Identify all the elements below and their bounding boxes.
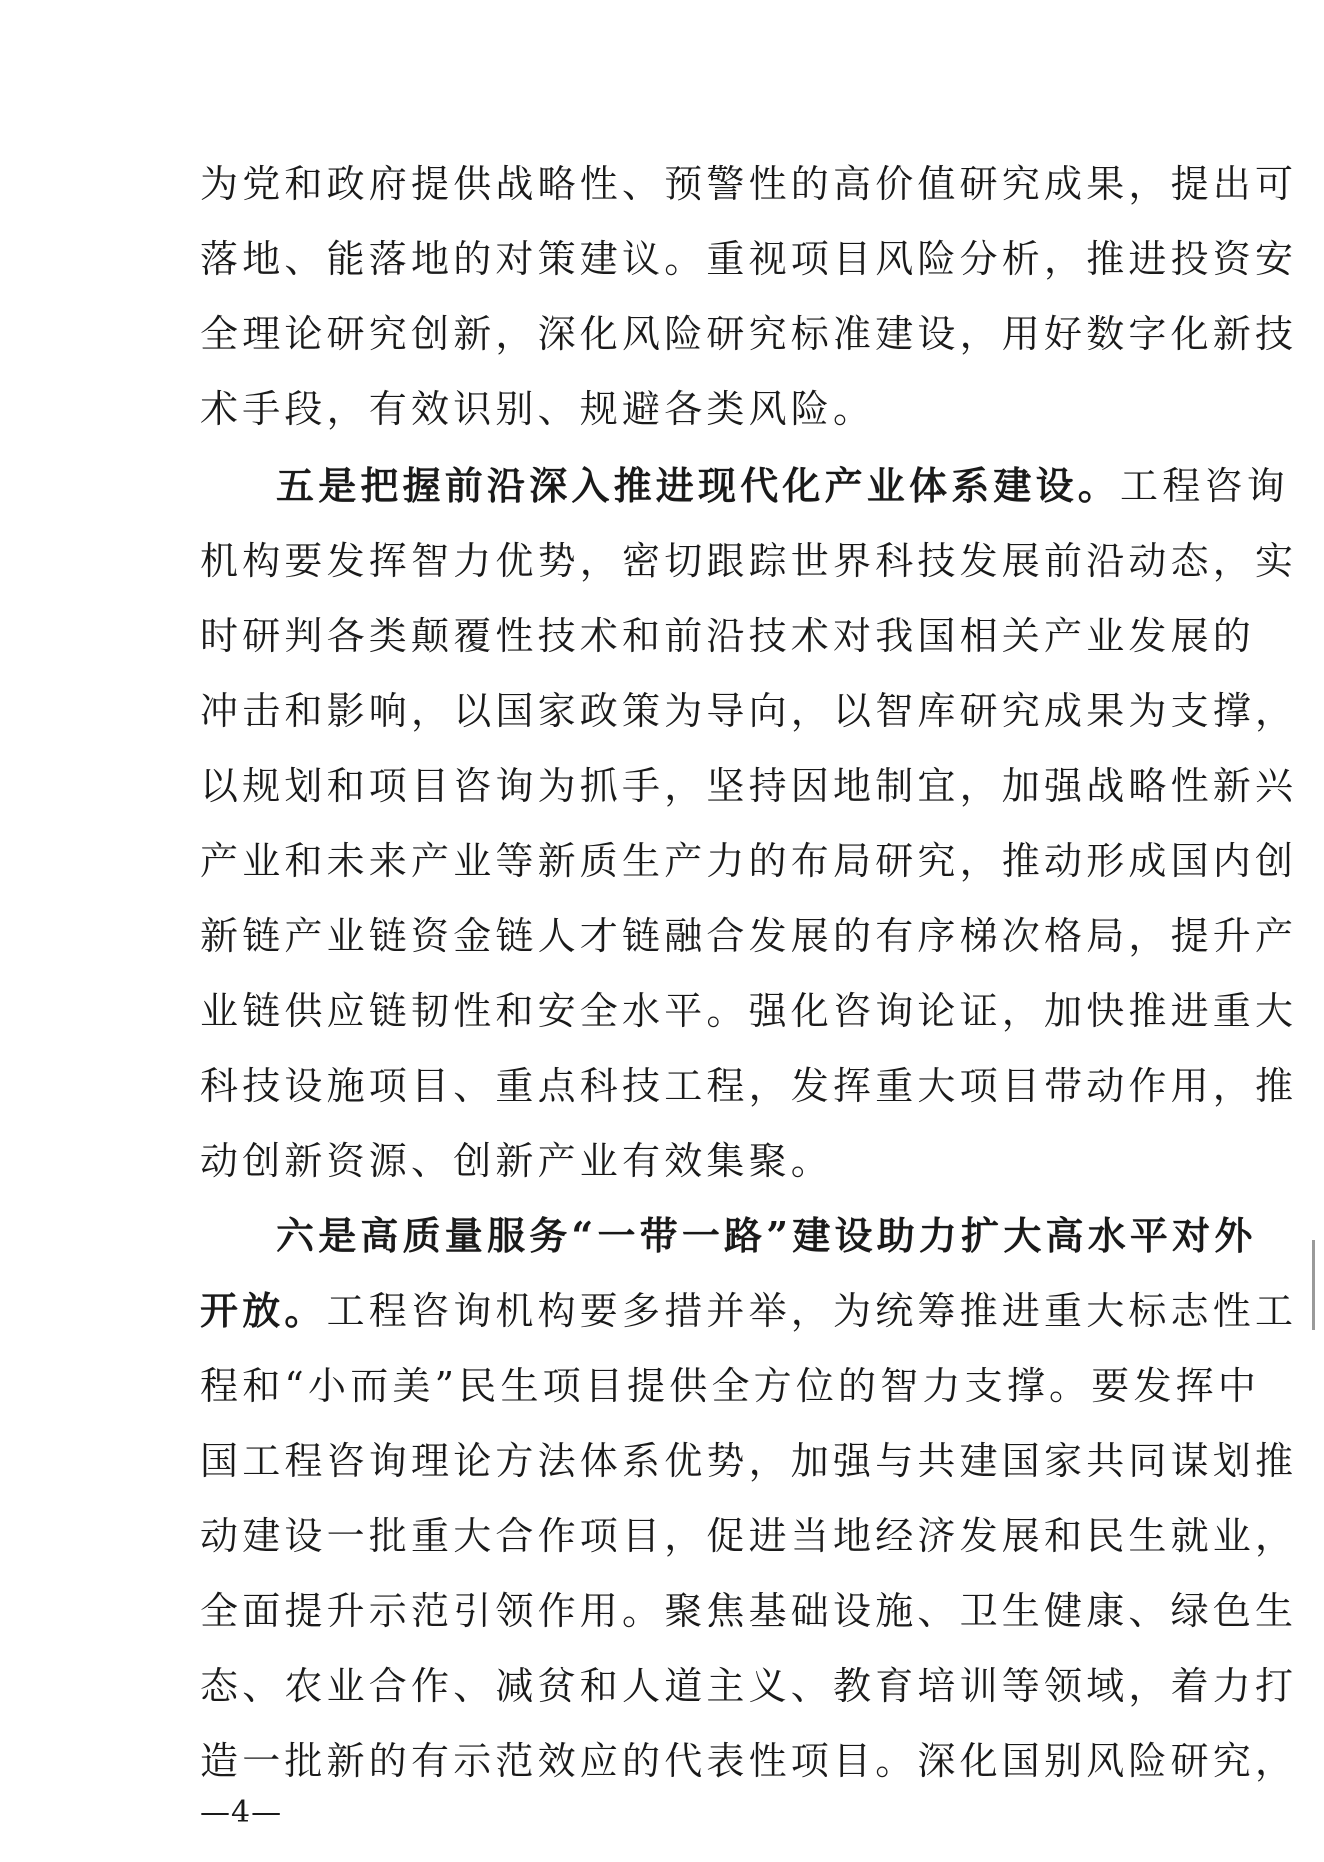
line-text: 全理论研究创新，深化风险研究标准建设，用好数字化新技 xyxy=(200,312,1298,356)
text-line xyxy=(200,1587,1298,1635)
line-text: 科技设施项目、重点科技工程，发挥重大项目带动作用，推 xyxy=(200,1064,1298,1108)
text-line xyxy=(200,987,1298,1035)
line-text: 冲击和影响，以国家政策为导向，以智库研究成果为支撑， xyxy=(200,689,1298,733)
line-text: 为党和政府提供战略性、预警性的高价值研究成果，提出可 xyxy=(200,162,1298,206)
line-text: 落地、能落地的对策建议。重视项目风险分析，推进投资安 xyxy=(200,237,1298,281)
line-text: 机构要发挥智力优势，密切跟踪世界科技发展前沿动态，实 xyxy=(200,539,1298,583)
text-line xyxy=(200,1062,1298,1110)
text-line xyxy=(200,612,1256,660)
line-text: 动建设一批重大合作项目，促进当地经济发展和民生就业， xyxy=(200,1514,1298,1558)
text-line xyxy=(200,912,1298,960)
line-text: 时研判各类颠覆性技术和前沿技术对我国相关产业发展的 xyxy=(200,614,1256,658)
text-line xyxy=(200,837,1298,885)
text-line xyxy=(200,160,1298,208)
text-line xyxy=(200,687,1298,735)
line-text: 程和“小而美”民生项目提供全方位的智力支撑。要发挥中 xyxy=(200,1364,1261,1408)
line-text: 术手段，有效识别、规避各类风险。 xyxy=(200,387,876,431)
bold-heading: 六是高质量服务“一带一路”建设助力扩大高水平对外 xyxy=(276,1213,1257,1258)
text-line xyxy=(200,1287,1298,1335)
text-line xyxy=(200,537,1298,585)
text-line xyxy=(200,385,1120,433)
text-line xyxy=(200,1137,1120,1185)
line-text: 业链供应链韧性和安全水平。强化咨询论证，加快推进重大 xyxy=(200,989,1298,1033)
line-text: 以规划和项目咨询为抓手，坚持因地制宜，加强战略性新兴 xyxy=(200,764,1298,808)
text-line xyxy=(200,762,1298,810)
text-line xyxy=(276,462,1289,510)
text-line xyxy=(200,310,1298,358)
line-text: 产业和未来产业等新质生产力的布局研究，推动形成国内创 xyxy=(200,839,1298,883)
text-line xyxy=(200,235,1298,283)
text-line xyxy=(276,1212,1257,1260)
text-line xyxy=(200,1437,1298,1485)
line-text: 工程咨询 xyxy=(1120,464,1289,508)
line-text: 新链产业链资金链人才链融合发展的有序梯次格局，提升产 xyxy=(200,914,1298,958)
line-text: 全面提升示范引领作用。聚焦基础设施、卫生健康、绿色生 xyxy=(200,1589,1298,1633)
line-text: 造一批新的有示范效应的代表性项目。深化国别风险研究， xyxy=(200,1739,1298,1783)
scan-edge-mark xyxy=(1312,1240,1315,1330)
text-line xyxy=(200,1512,1298,1560)
bold-heading: 开放。 xyxy=(200,1288,327,1333)
line-text: 国工程咨询理论方法体系优势，加强与共建国家共同谋划推 xyxy=(200,1439,1298,1483)
line-text: 工程咨询机构要多措并举，为统筹推进重大标志性工 xyxy=(326,1289,1298,1333)
bold-heading: 五是把握前沿深入推进现代化产业体系建设。 xyxy=(276,463,1121,508)
text-line xyxy=(200,1362,1261,1410)
page-number: —4— xyxy=(200,1795,283,1830)
text-line xyxy=(200,1662,1298,1710)
line-text: 动创新资源、创新产业有效集聚。 xyxy=(200,1139,834,1183)
line-text: 态、农业合作、减贫和人道主义、教育培训等领域，着力打 xyxy=(200,1664,1298,1708)
text-line xyxy=(200,1737,1298,1785)
